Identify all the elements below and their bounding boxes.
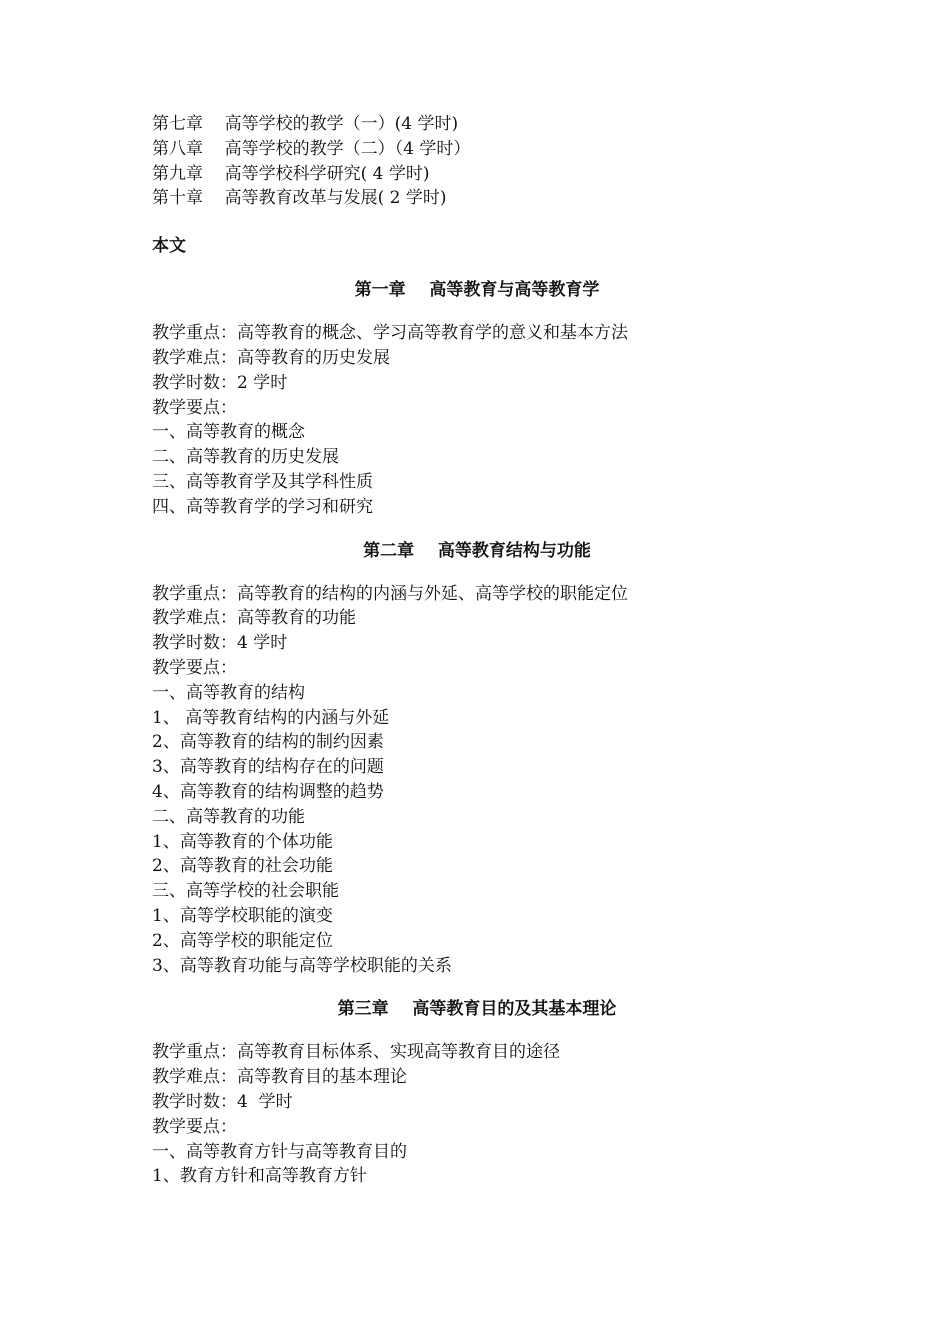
text-line: 3、高等教育的结构存在的问题 [152, 757, 384, 778]
text-line: 二、高等教育的功能 [152, 806, 305, 827]
text-line: 教学重点：高等教育的结构的内涵与外延、高等学校的职能定位 [152, 583, 628, 604]
text-line: 一、高等教育的结构 [152, 682, 305, 703]
chapter-2-title: 第二章 高等教育结构与功能 [363, 540, 591, 561]
text-line: 教学要点： [152, 657, 237, 678]
text-line: 教学要点： [152, 1116, 237, 1137]
text-line: 教学难点：高等教育的功能 [152, 608, 356, 629]
toc-item: 第十章 高等教育改革与发展( 2 学时) [152, 188, 447, 209]
text-line: 1、高等学校职能的演变 [152, 905, 333, 926]
toc-list [152, 112, 802, 211]
text-line: 1、 高等教育结构的内涵与外延 [152, 707, 390, 728]
chapter-1-body [152, 321, 802, 519]
toc-item: 第七章 高等学校的教学（一）(4 学时) [152, 114, 459, 134]
text-line: 2、高等教育的社会功能 [152, 856, 333, 877]
text-line: 教学时数：4 学时 [152, 1091, 293, 1112]
text-line: 三、高等教育学及其学科性质 [152, 471, 373, 492]
text-line: 教学难点：高等教育的历史发展 [152, 347, 390, 368]
chapter-3-title: 第三章 高等教育目的及其基本理论 [337, 999, 617, 1020]
chapter-1-title: 第一章 高等教育与高等教育学 [354, 280, 600, 301]
body-label: 本文 [152, 236, 186, 257]
document-content [152, 112, 802, 1189]
text-line: 2、高等学校的职能定位 [152, 930, 333, 951]
text-line: 三、高等学校的社会职能 [152, 881, 339, 902]
text-line: 1、高等教育的个体功能 [152, 831, 333, 852]
text-line: 3、高等教育功能与高等学校职能的关系 [152, 955, 452, 976]
text-line: 教学要点： [152, 397, 237, 418]
text-line: 4、高等教育的结构调整的趋势 [152, 781, 384, 802]
toc-item: 第九章 高等学校科学研究( 4 学时) [152, 163, 430, 184]
text-line: 一、高等教育方针与高等教育目的 [152, 1141, 407, 1162]
text-line: 教学时数：4 学时 [152, 633, 288, 654]
text-line: 2、高等教育的结构的制约因素 [152, 732, 384, 753]
toc-item: 第八章 高等学校的教学（二）（4 学时） [152, 138, 471, 159]
text-line: 一、高等教育的概念 [152, 422, 305, 443]
text-line: 二、高等教育的历史发展 [152, 447, 339, 468]
text-line: 教学时数：2 学时 [152, 372, 288, 393]
text-line: 教学重点：高等教育的概念、学习高等教育学的意义和基本方法 [152, 323, 628, 344]
text-line: 教学重点：高等教育目标体系、实现高等教育目的途径 [152, 1042, 560, 1063]
chapter-2-body [152, 582, 802, 979]
text-line: 1、教育方针和高等教育方针 [152, 1166, 367, 1187]
text-line: 四、高等教育学的学习和研究 [152, 496, 373, 517]
chapter-3-body [152, 1040, 802, 1189]
text-line: 教学难点：高等教育目的基本理论 [152, 1067, 407, 1088]
